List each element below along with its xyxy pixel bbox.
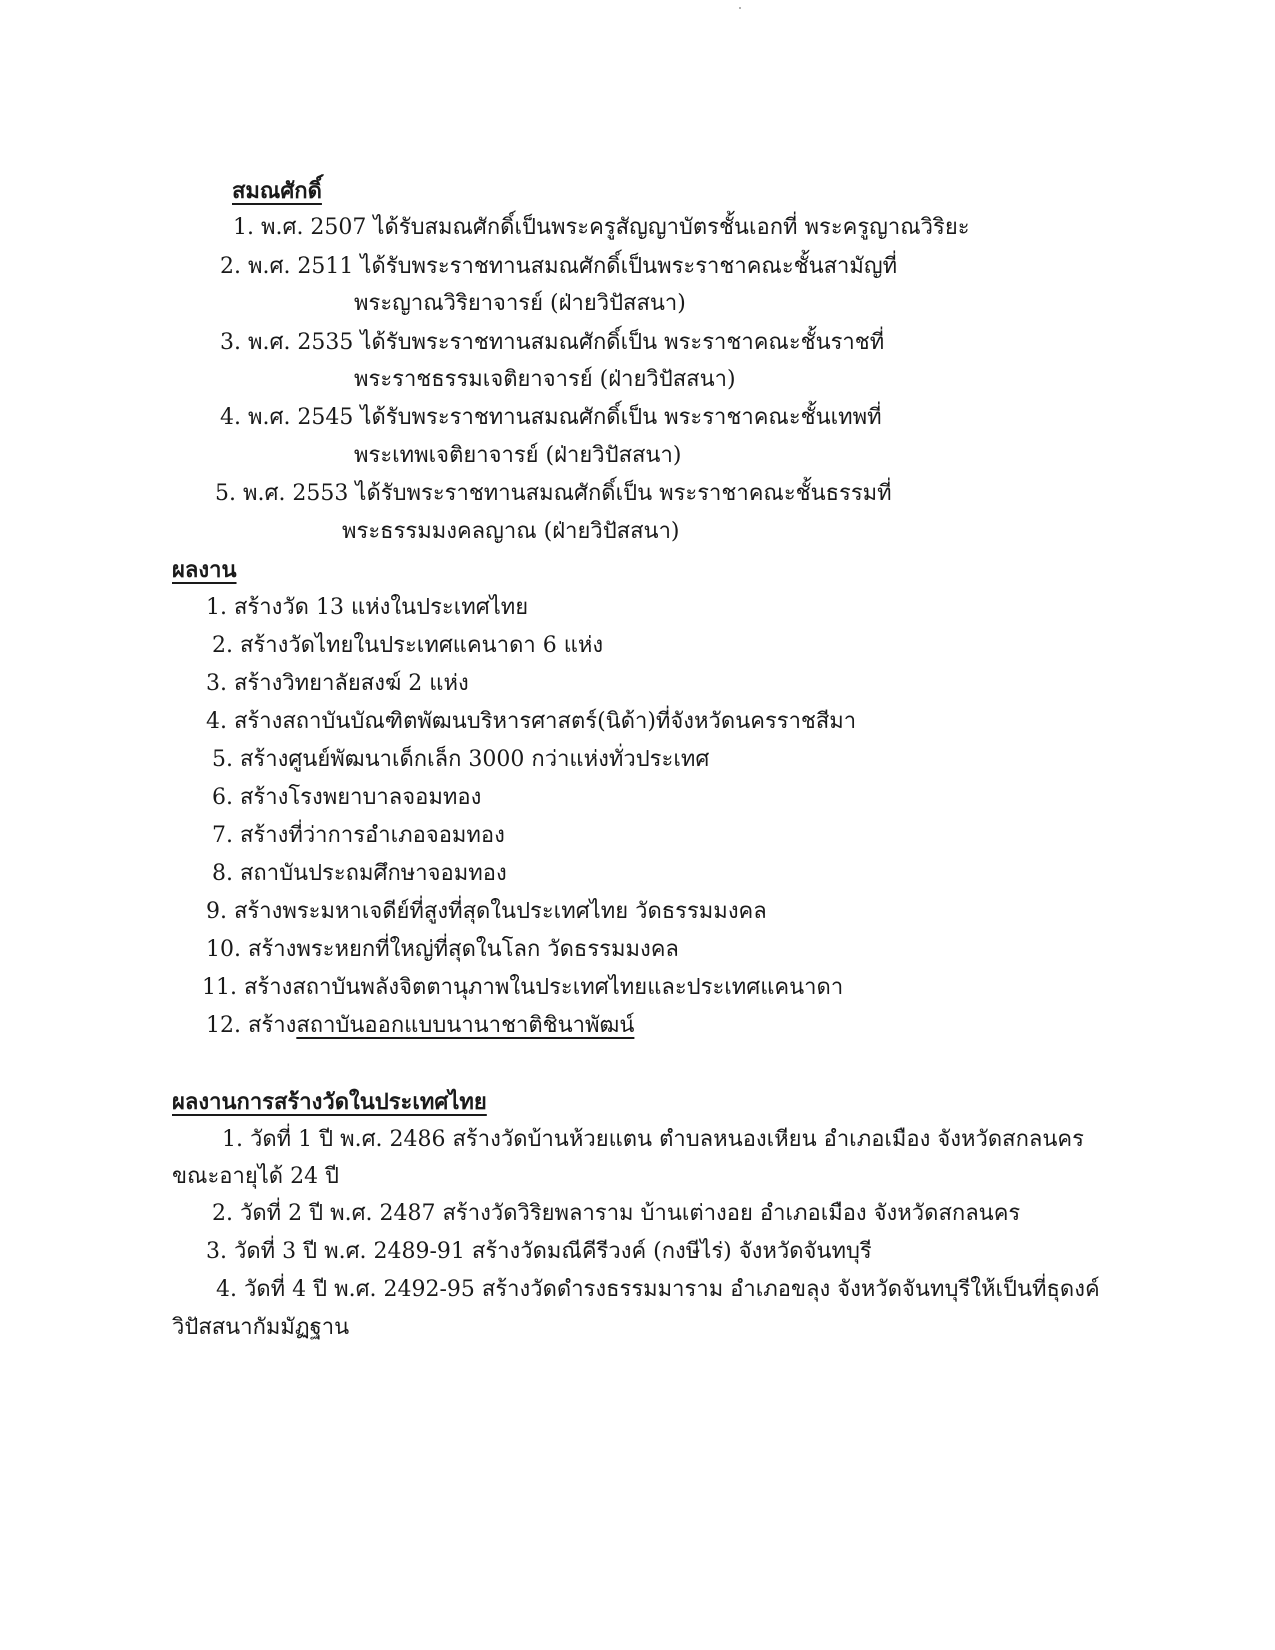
works-item-12-underlined: สถาบันออกแบบนานาชาติชินาพัฒน์ <box>296 1013 635 1038</box>
rank-item-1: 1. พ.ศ. 2507 ได้รับสมณศักดิ์เป็นพระครูสัญญาบัตรชั้นเอกที่ พระครูญาณวิริยะ <box>233 215 970 240</box>
temple-item-3: 3. วัดที่ 3 ปี พ.ศ. 2489-91 สร้างวัดมณีคีรีวงค์ (กงษีไร่) จังหวัดจันทบุรี <box>206 1239 872 1264</box>
works-item-2: 2. สร้างวัดไทยในประเทศแคนาดา 6 แห่ง <box>212 633 604 658</box>
rank-item-5: 5. พ.ศ. 2553 ได้รับพระราชทานสมณศักดิ์เป็น พระราชาคณะชั้นธรรมที่ <box>215 481 892 506</box>
works-item-7: 7. สร้างที่ว่าการอำเภอจอมทอง <box>212 823 505 848</box>
temple-item-1: 1. วัดที่ 1 ปี พ.ศ. 2486 สร้างวัดบ้านห้วยแตน ตำบลหนองเหียน อำเภอเมือง จังหวัดสกลนคร <box>222 1127 1084 1152</box>
temple-item-4-cont: วิปัสสนากัมมัฏฐาน <box>172 1315 350 1340</box>
scan-speck <box>739 7 741 9</box>
section-heading-temples: ผลงานการสร้างวัดในประเทศไทย <box>172 1089 487 1115</box>
rank-item-5-cont: พระธรรมมงคลญาณ (ฝ่ายวิปัสสนา) <box>342 519 680 544</box>
works-item-5: 5. สร้างศูนย์พัฒนาเด็กเล็ก 3000 กว่าแห่งทั่วประเทศ <box>212 747 710 772</box>
temple-item-4: 4. วัดที่ 4 ปี พ.ศ. 2492-95 สร้างวัดดำรงธรรมมาราม อำเภอขลุง จังหวัดจันทบุรีให้เป็นที่ธุดงค์ <box>216 1277 1100 1302</box>
rank-item-3-cont: พระราชธรรมเจติยาจารย์ (ฝ่ายวิปัสสนา) <box>354 367 736 392</box>
temple-item-2: 2. วัดที่ 2 ปี พ.ศ. 2487 สร้างวัดวิริยพลาราม บ้านเต่างอย อำเภอเมือง จังหวัดสกลนคร <box>212 1201 1021 1226</box>
rank-item-4: 4. พ.ศ. 2545 ได้รับพระราชทานสมณศักดิ์เป็น พระราชาคณะชั้นเทพที่ <box>220 405 882 430</box>
section-heading-rank: สมณศักดิ์ <box>232 178 322 204</box>
works-item-9: 9. สร้างพระมหาเจดีย์ที่สูงที่สุดในประเทศไทย วัดธรรมมงคล <box>206 899 767 924</box>
works-item-12-prefix: 12. สร้าง <box>206 1013 297 1038</box>
rank-item-4-cont: พระเทพเจติยาจารย์ (ฝ่ายวิปัสสนา) <box>354 443 682 468</box>
works-item-1: 1. สร้างวัด 13 แห่งในประเทศไทย <box>206 595 529 620</box>
works-item-6: 6. สร้างโรงพยาบาลจอมทอง <box>212 785 482 810</box>
works-item-12 <box>206 1011 634 1041</box>
rank-item-3: 3. พ.ศ. 2535 ได้รับพระราชทานสมณศักดิ์เป็น พระราชาคณะชั้นราชที่ <box>220 330 885 355</box>
works-item-3: 3. สร้างวิทยาลัยสงฆ์ 2 แห่ง <box>206 671 469 696</box>
works-item-8: 8. สถาบันประถมศึกษาจอมทอง <box>212 861 507 886</box>
temple-item-1-cont: ขณะอายุได้ 24 ปี <box>172 1164 340 1189</box>
section-heading-works: ผลงาน <box>172 557 237 583</box>
works-item-10: 10. สร้างพระหยกที่ใหญ่ที่สุดในโลก วัดธรรมมงคล <box>206 937 679 962</box>
works-item-11: 11. สร้างสถาบันพลังจิตตานุภาพในประเทศไทยและประเทศแคนาดา <box>202 975 844 1000</box>
rank-item-2: 2. พ.ศ. 2511 ได้รับพระราชทานสมณศักดิ์เป็นพระราชาคณะชั้นสามัญที่ <box>220 254 898 279</box>
rank-item-2-cont: พระญาณวิริยาจารย์ (ฝ่ายวิปัสสนา) <box>354 291 686 316</box>
works-item-4: 4. สร้างสถาบันบัณฑิตพัฒนบริหารศาสตร์(นิด้า)ที่จังหวัดนครราชสีมา <box>206 709 857 734</box>
